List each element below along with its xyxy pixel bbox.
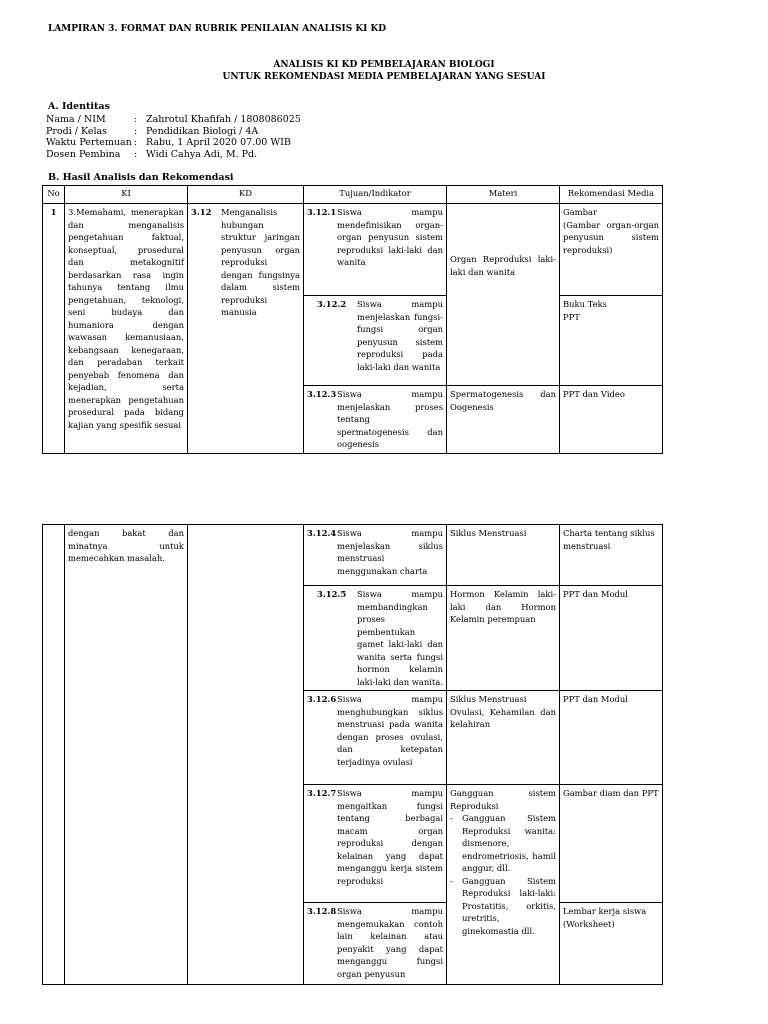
ki-text-continued: dengan bakat dan minatnya untuk memecahkan masalah. bbox=[65, 525, 188, 985]
col-header-kd: KD bbox=[188, 186, 304, 204]
indicator-text: Siswa mampu menjelaskan siklus menstruasi menggunakan charta bbox=[337, 528, 443, 576]
doc-subtitle: UNTUK REKOMENDASI MEDIA PEMBELAJARAN YANG SESUAI bbox=[222, 72, 546, 82]
media-cell: Charta tentang siklus menstruasi bbox=[560, 525, 663, 586]
materi-gangguan-cell bbox=[447, 785, 560, 985]
identity-label: Nama / NIM bbox=[46, 114, 106, 125]
table-row bbox=[43, 525, 663, 586]
identity-value: Rabu, 1 April 2020 07.00 WIB bbox=[146, 137, 291, 148]
media-cell: Buku Teks PPT bbox=[560, 296, 663, 386]
media-cell: Gambar (Gambar organ-organ penyusun sistem reproduksi) bbox=[560, 204, 663, 296]
media-cell: PPT dan Video bbox=[560, 386, 663, 454]
gangguan-list bbox=[450, 812, 556, 937]
col-header-materi: Materi bbox=[447, 186, 560, 204]
section-analysis-heading: B. Hasil Analisis dan Rekomendasi bbox=[48, 172, 234, 183]
indicator-text: Siswa mampu menjelaskan proses tentang spermatogenesis dan oogenesis bbox=[337, 389, 443, 449]
kd-text: Menganalisis hubungan struktur jaringan penyusun organ reproduksi dengan fungsinya dalam sistem reproduksi manusia bbox=[221, 207, 300, 317]
indicator-text: Siswa mampu menghubungkan siklus menstruasi pada wanita dengan proses ovulasi, dan ketepatan terjadinya ovulasi bbox=[337, 694, 443, 767]
appendix-header: LAMPIRAN 3. FORMAT DAN RUBRIK PENILAIAN ANALISIS KI KD bbox=[48, 24, 387, 34]
indicator-cell bbox=[304, 903, 447, 985]
materi-cell: Siklus Menstruasi bbox=[447, 525, 560, 586]
media-cell: PPT dan Modul bbox=[560, 691, 663, 785]
materi-cell: Spermatogenesis dan Oogenesis bbox=[447, 386, 560, 454]
list-item: - Gangguan Sistem Reproduksi laki-laki: Prostatitis, orkitis, uretritis, ginekomastia dll. bbox=[450, 875, 556, 936]
indicator-cell bbox=[304, 525, 447, 586]
identity-block bbox=[46, 114, 301, 160]
indicator-cell bbox=[304, 386, 447, 454]
indicator-cell bbox=[304, 296, 447, 386]
identity-value: Widi Cahya Adi, M. Pd. bbox=[146, 148, 258, 160]
media-cell: Gambar diam dan PPT bbox=[560, 785, 663, 903]
kd-cell-empty bbox=[188, 525, 304, 985]
kd-cell bbox=[188, 204, 304, 454]
indicator-code: 3.12.4 bbox=[307, 528, 337, 538]
list-item: - Gangguan Sistem Reproduksi wanita: dismenore, endrometriosis, hamil anggur, dll. bbox=[450, 813, 556, 873]
identity-label: Dosen Pembina bbox=[46, 148, 121, 160]
materi-cell: Siklus Menstruasi Ovulasi, Kehamilan dan kelahiran bbox=[447, 691, 560, 785]
identity-row: Prodi / Kelas : Pendidikan Biologi / 4A bbox=[46, 125, 259, 137]
row-number-empty bbox=[43, 525, 65, 985]
indicator-cell bbox=[304, 586, 447, 691]
indicator-cell bbox=[304, 204, 447, 296]
table-row bbox=[43, 204, 663, 296]
section-identity-heading: A. Identitas bbox=[48, 101, 110, 112]
identity-value: Zahrotul Khafifah / 1808086025 bbox=[146, 114, 301, 125]
gangguan-title: Gangguan sistem Reproduksi bbox=[450, 788, 556, 811]
indicator-text: Siswa mampu mengaitkan fungsi tentang berbagai macam organ reproduksi dengan kelainan yang dapat menganggu kerja sistem reproduksi bbox=[337, 788, 443, 886]
row-number: 1 bbox=[43, 204, 65, 454]
indicator-text: Siswa mampu mendefinisikan organ-organ penyusun sistem reproduksi laki-laki dan wanita bbox=[337, 207, 443, 267]
analysis-table-page2 bbox=[42, 524, 663, 985]
identity-row: Dosen Pembina : Widi Cahya Adi, M. Pd. bbox=[46, 148, 258, 160]
indicator-text: Siswa mampu membandingkan proses pembentukan gamet laki-laki dan wanita serta fungsi hormon kelamin laki-laki dan wanita. bbox=[357, 589, 444, 687]
col-header-tujuan: Tujuan/Indikator bbox=[304, 186, 447, 204]
indicator-text: Siswa mampu mengemukakan contoh lain kelainan atau penyakit yang dapat menganggu fungsi organ penyusun bbox=[337, 906, 443, 979]
indicator-code: 3.12.2 bbox=[317, 299, 347, 309]
doc-title: ANALISIS KI KD PEMBELAJARAN BIOLOGI bbox=[273, 60, 495, 70]
materi-cell: Organ Reproduksi laki-laki dan wanita bbox=[447, 204, 560, 386]
col-header-no: No bbox=[43, 186, 65, 204]
identity-row: Waktu Pertemuan : Rabu, 1 April 2020 07.00 WIB bbox=[46, 137, 291, 148]
indicator-code: 3.12.1 bbox=[307, 207, 337, 217]
col-header-ki: KI bbox=[65, 186, 188, 204]
identity-value: Pendidikan Biologi / 4A bbox=[146, 125, 259, 137]
indicator-text: Siswa mampu menjelaskan fungsi-fungsi organ penyusun sistem reproduksi pada laki-laki dan wanita bbox=[357, 299, 443, 372]
ki-text: 3.Memahami, menerapkan dan menganalisis pengetahuan faktual, konseptual, prosedural dan metakognitif berdasarkan rasa ingin tahunya tentang ilmu pengetahuan, teknologi, seni budaya dan humaniora dengan wawasan kemanusiaan, kebangsaan kenegaraan, dan peradaban terkait penyebab fenomena dan kejadian, serta menerapkan pengetahuan prosedural pada bidang kajian yang spesifik sesuai bbox=[65, 204, 188, 454]
materi-cell: Hormon Kelamin laki-laki dan Hormon Kelamin perempuan bbox=[447, 586, 560, 691]
col-header-media: Rekomendasi Media bbox=[560, 186, 663, 204]
identity-row: Nama / NIM : Zahrotul Khafifah / 1808086025 bbox=[46, 114, 301, 125]
indicator-code: 3.12.6 bbox=[307, 694, 337, 704]
identity-label: Waktu Pertemuan bbox=[46, 137, 132, 148]
indicator-code: 3.12.5 bbox=[317, 589, 347, 599]
indicator-cell bbox=[304, 691, 447, 785]
table-header-row bbox=[43, 186, 663, 204]
identity-label: Prodi / Kelas bbox=[46, 125, 108, 137]
media-cell: Lembar kerja siswa (Worksheet) bbox=[560, 903, 663, 985]
indicator-cell bbox=[304, 785, 447, 903]
indicator-code: 3.12.8 bbox=[307, 906, 337, 916]
kd-code: 3.12 bbox=[191, 207, 212, 217]
indicator-code: 3.12.3 bbox=[307, 389, 337, 399]
analysis-table-page1 bbox=[42, 185, 663, 454]
media-cell: PPT dan Modul bbox=[560, 586, 663, 691]
indicator-code: 3.12.7 bbox=[307, 788, 337, 798]
